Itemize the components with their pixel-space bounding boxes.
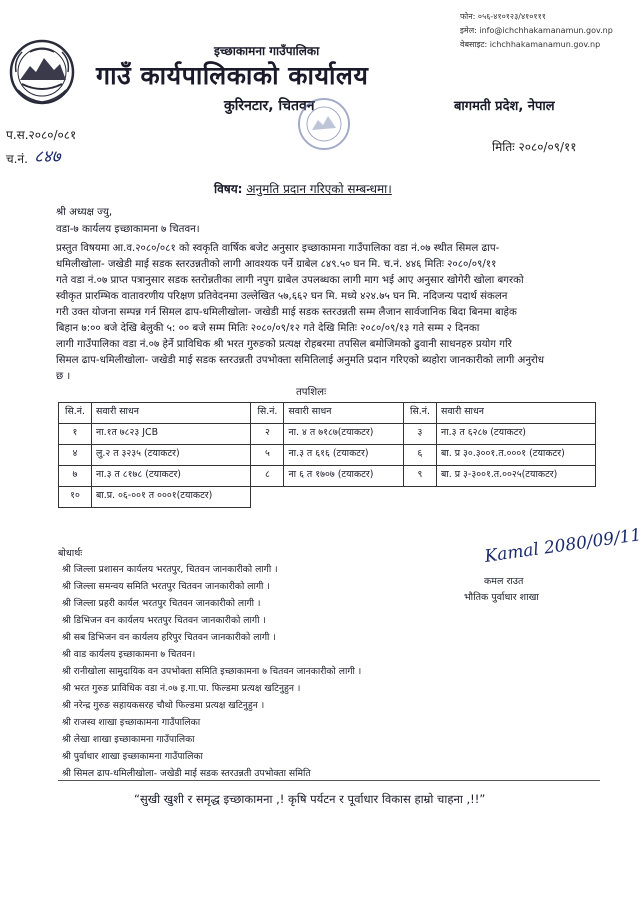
table-cell-empty [404, 487, 437, 508]
table-cell: ना. ४ त ७१८७(टयाकटर) [284, 424, 404, 445]
table-header: सवारी साधन [284, 403, 404, 424]
body-line: गते वडा नं.०७ प्राप्त पत्रानुसार सडक स्तरोन्नतीका लागी नपुग ग्राबेल उपलब्धका लागी माग भई आए अनुसार खोगेरी खोला बगरको [56, 275, 524, 286]
subject-line [214, 180, 392, 197]
body-line: धमिलीखोला- जखेडी माई सडक स्तरउन्नतीको लागी आवश्यक पर्ने ग्राबेल ८४९.५० घन मि. च.नं. ४४६ मितिः २०८०/०९/११ [56, 259, 497, 270]
table-header-row [59, 403, 596, 424]
recipient-line-2: वडा-७ कार्यलय इच्छाकामना ७ चितवन। [56, 224, 200, 235]
table-cell: ३ [404, 424, 437, 445]
footer-divider [58, 780, 600, 781]
nepal-emblem-icon [8, 38, 76, 106]
cc-label: बोधार्थः [58, 548, 83, 559]
table-header: सवारी साधन [437, 403, 596, 424]
email: इमेल: info@ichchhakamanamun.gov.np [460, 26, 613, 35]
cc-item: श्री रानीखोला सामुदायिक वन उपभोक्ता समिति इच्छाकामना ७ चितवन जानकारीको लागी । [62, 666, 362, 677]
table-cell: ना.३ त ६१६ (टयाकटर) [284, 445, 404, 466]
table-cell-empty [437, 487, 596, 508]
cc-item: श्री वाड कार्यलय इच्छाकामना ७ चितवन। [62, 649, 196, 660]
table-cell: ना ६ त १७०७ (टयाकटर) [284, 466, 404, 487]
table-cell-empty [284, 487, 404, 508]
table-cell: ६ [404, 445, 437, 466]
subject-label: विषय: [214, 182, 243, 196]
cc-item: श्री जिल्ला प्रशासन कार्यलय भरतपुर, चितवन जानकारीको लागी । [62, 564, 278, 575]
cc-item: श्री पुर्वाधार शाखा इच्छाकामना गाउँपालिका [62, 751, 203, 762]
table-row [59, 487, 596, 508]
footer-slogan: “सुखी खुशी र समृद्ध इच्छाकामना ,! कृषि पर्यटन र पूर्वाधार विकास हाम्रो चाहना ,!!” [134, 792, 486, 806]
table-cell: बा. प्र ३-३००१.त.००२५(टयाकटर) [437, 466, 596, 487]
table-row [59, 445, 596, 466]
reference-cn-number: ८४७ [34, 147, 61, 167]
cc-item: श्री लेखा शाखा इच्छाकामना गाउँपालिका [62, 734, 195, 745]
website: वेबसाइट: ichchhakamanamun.gov.np [460, 40, 601, 49]
municipality-name: इच्छाकामना गाउँपालिका [214, 44, 320, 58]
signatory-role: भौतिक पुर्वाधार शाखा [464, 592, 539, 603]
table-cell: बा.प्र. ०६-००१ त ०००१(टयाकटर) [92, 487, 251, 508]
table-cell: ४ [59, 445, 92, 466]
cc-item: श्री जिल्ला समन्वय समिति भरतपुर चितवन जानकारीको लागी । [62, 581, 270, 592]
body-line: बिहान ७:०० बजे देखि बेलुकी ५: ०० बजे सम्म मितिः २०८०/०९/१२ गते देखि मितिः २०८०/०९/१३ गते सम्म २ दिनका [56, 323, 480, 334]
reference-ps: प.स.२०८०/०८१ [6, 128, 77, 142]
table-cell: बा. प्र ३०.३००१.त.०००१ (टयाकटर) [437, 445, 596, 466]
table-header: सि.नं. [251, 403, 284, 424]
subject-text: अनुमति प्रदान गरिएको सम्बन्धमा। [246, 182, 392, 196]
table-cell: १० [59, 487, 92, 508]
cc-item: श्री नरेन्द्र गुरुङ सहायकसरह चौथो फिल्डमा प्रत्यक्ष खटिनुहुन । [62, 700, 265, 711]
office-location: कुरिनटार, चितवन [224, 98, 315, 114]
cc-item: श्री सब डिभिजन वन कार्यलय हरिपुर चितवन जानकारीको लागी । [62, 632, 276, 643]
cc-item: श्री जिल्ला प्रहरी कार्यल भरतपुर चितवन जानकारीको लागी । [62, 598, 261, 609]
province-name: बागमती प्रदेश, नेपाल [454, 99, 555, 114]
table-header: सि.नं. [404, 403, 437, 424]
letter-date: मितिः २०८०/०९/११ [492, 140, 577, 154]
body-line: छ । [56, 371, 71, 382]
table-cell-empty [251, 487, 284, 508]
body-line: सिमल ढाप-धमिलीखोला- जखेडी माई सडक स्तरउन्नती उपभोक्ता समितिलाई अनुमति प्रदान गरिएको ब्यहोरा जानकारीको लागी अनुरोध [56, 355, 545, 366]
body-line: स्वीकृत प्रारम्भिक वातावरणीय परिक्षण प्रतिवेदनमा उल्लेखित ५७,६६२ घन मि. मध्ये ४२४.७५ घन मि. नदिजन्य पदार्थ संकलन [56, 291, 508, 302]
table-header: सवारी साधन [92, 403, 251, 424]
table-cell: २ [251, 424, 284, 445]
table-cell: ५ [251, 445, 284, 466]
table-cell: ८ [251, 466, 284, 487]
cc-item: श्री भरत गुरुङ प्राविधिक वडा नं.०७ इ.गा.पा. फिल्डमा प्रत्यक्ष खटिनुहुन । [62, 683, 301, 694]
table-cell: ना.३ त ८१७८ (टयाकटर) [92, 466, 251, 487]
cc-item: श्री सिमल ढाप-धमिलीखोला- जखेडी माई सडक स्तरउन्नती उपभोक्ता समिति [62, 768, 311, 779]
table-row [59, 466, 596, 487]
office-seal-icon [296, 96, 352, 152]
table-title: तपशिलः [296, 387, 327, 398]
signatory-name: कमल राउत [484, 576, 524, 587]
table-cell: लु.२ त ३२३५ (टयाकटर) [92, 445, 251, 466]
table-cell: ना.३ त ६२८७ (टयाकटर) [437, 424, 596, 445]
reference-cn-label: च.नं. [6, 152, 28, 166]
cc-item: श्री डिभिजन वन कार्यलय भरतपुर चितवन जानकारीको लागी । [62, 615, 266, 626]
office-title: गाउँ कार्यपालिकाको कार्यालय [96, 61, 369, 90]
body-line: लागी गाउँपालिका वडा नं.०७ हेर्ने प्राविधिक श्री भरत गुरुङको प्रत्यक्ष रोहबरमा तपसिल बमोजिमको ढुवानी साधनहरु प्रयोग गरि [56, 339, 512, 350]
phone: फोन: ०५६-४१०१२३/४१०१११ [460, 12, 546, 21]
body-line: गरी उक्त योजना सम्पन्न गर्न सिमल ढाप-धमिलीखोला- जखेडी माई सडक स्तरउन्नती सम्म लैजान सार्वजानिक बिदा बिनमा बाहेक [56, 307, 517, 318]
recipient-line-1: श्री अध्यक्ष ज्यु, [56, 207, 113, 218]
body-line: प्रस्तुत विषयमा आ.व.२०८०/०८१ को स्वकृति वार्षिक बजेट अनुसार इच्छाकामना गाउँपालिका वडा नं.०७ स्थीत सिमल ढाप- [56, 243, 500, 254]
table-cell: ९ [404, 466, 437, 487]
table-cell: १ [59, 424, 92, 445]
table-cell: ७ [59, 466, 92, 487]
handwritten-signature: Kamal 2080/09/11 [483, 525, 643, 567]
cc-item: श्री राजस्व शाखा इच्छाकामना गाउँपालिका [62, 717, 201, 728]
table-header: सि.नं. [59, 403, 92, 424]
table-cell: ना.१त ७८२३ JCB [92, 424, 251, 445]
vehicle-table [58, 402, 596, 508]
table-row [59, 424, 596, 445]
